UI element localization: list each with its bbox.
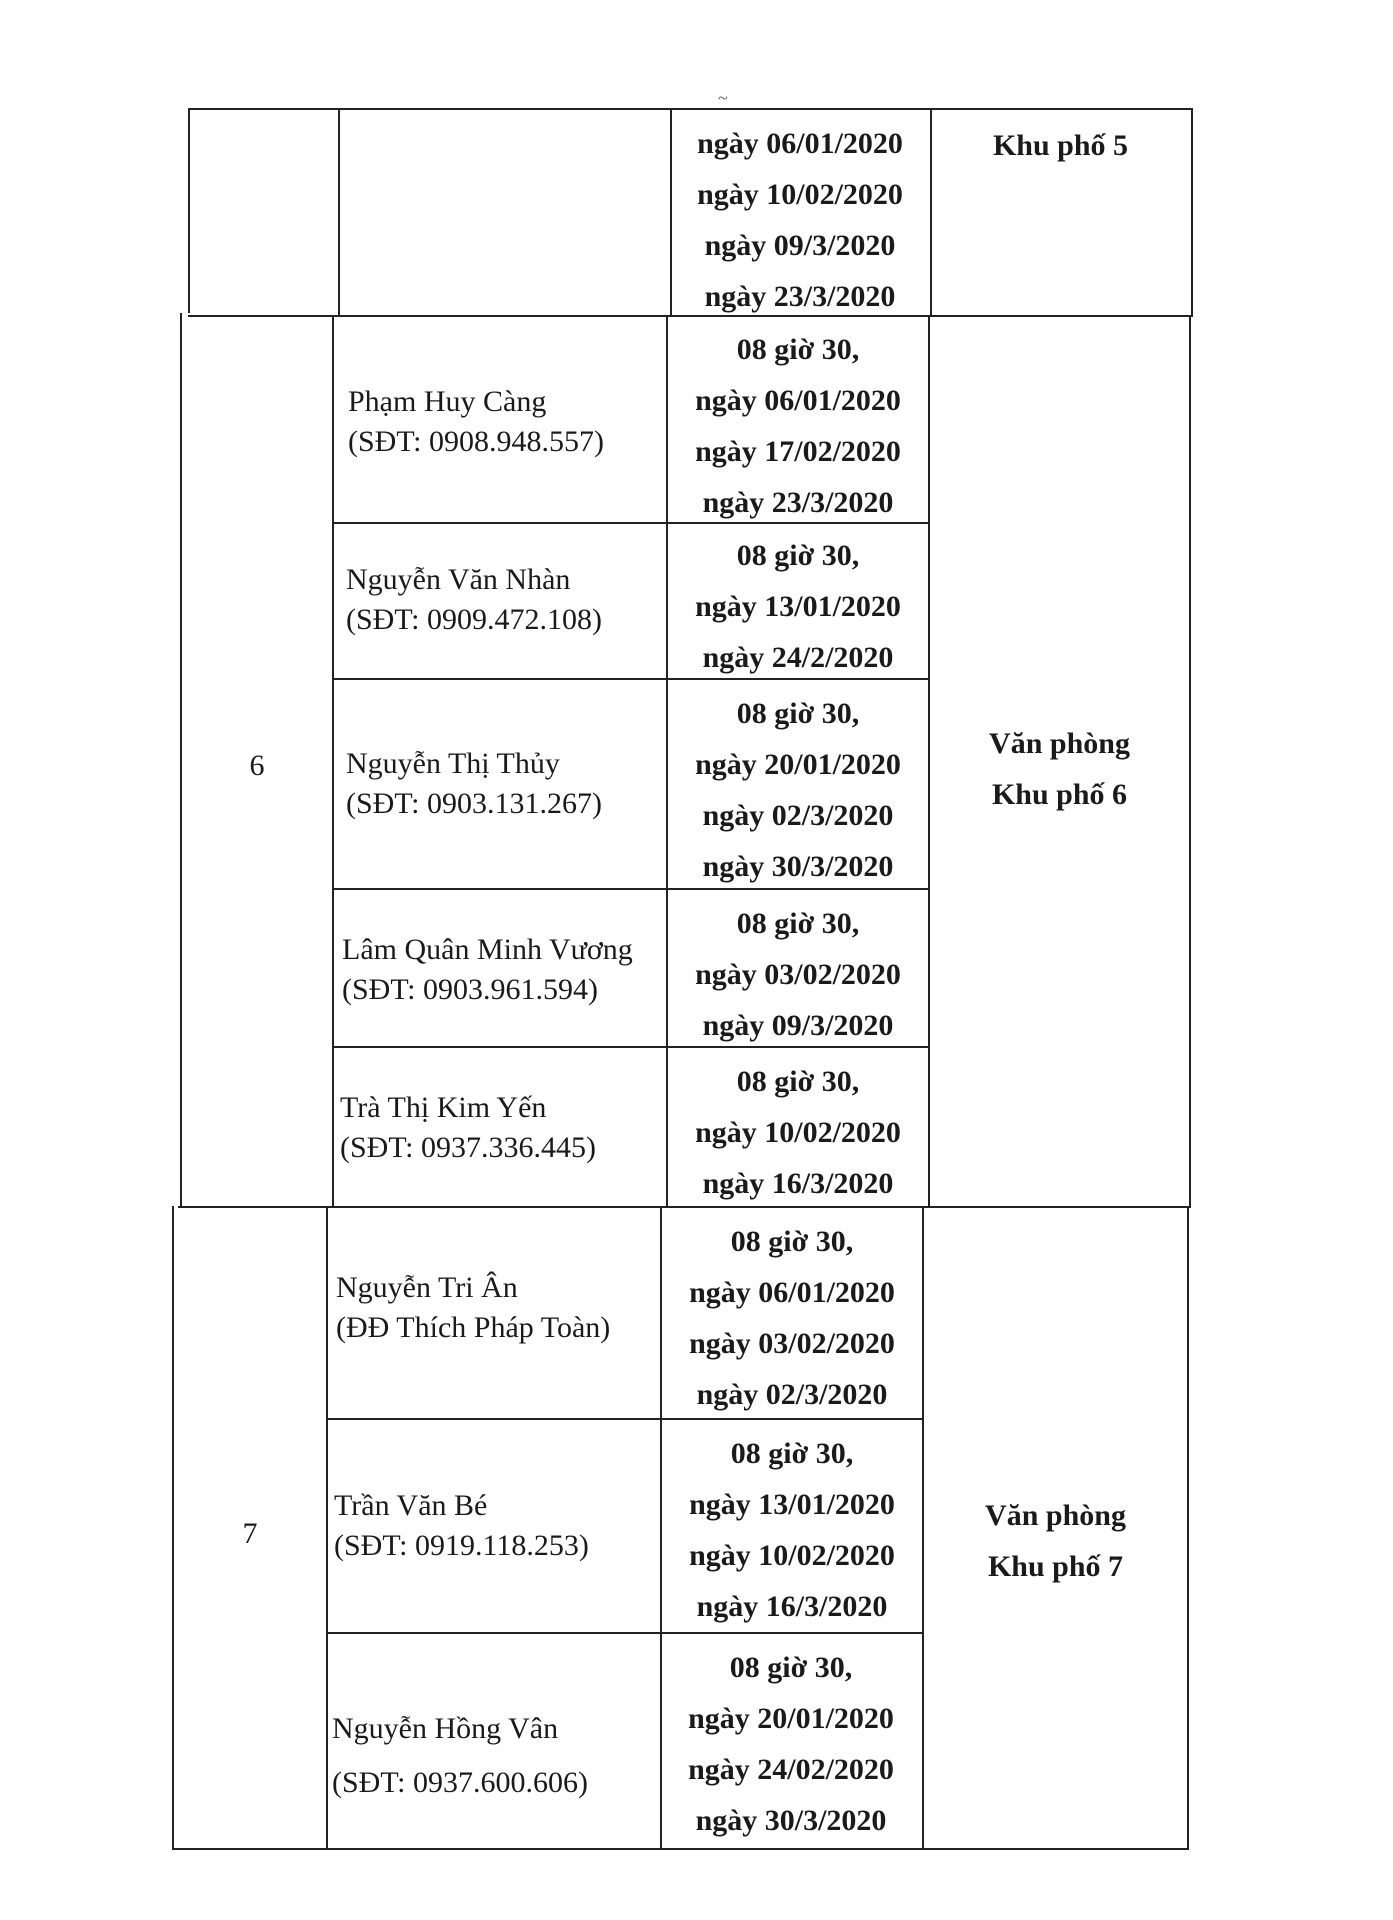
date-line: ngày 06/01/2020 bbox=[695, 384, 901, 417]
date-line: 08 giờ 30, bbox=[730, 1225, 854, 1258]
date-line: ngày 16/3/2020 bbox=[696, 1590, 888, 1623]
person-name: Nguyễn Tri Ân bbox=[336, 1271, 518, 1304]
date-line: ngày 10/02/2020 bbox=[689, 1539, 895, 1572]
table-line-col-1b bbox=[332, 315, 334, 1206]
person-phone: (ĐĐ Thích Pháp Toàn) bbox=[336, 1311, 611, 1344]
table-line-left bbox=[188, 108, 190, 313]
date-line: ngày 10/02/2020 bbox=[695, 1116, 901, 1149]
person-phone: (SĐT: 0903.131.267) bbox=[346, 787, 602, 820]
person-name: Trần Văn Bé bbox=[334, 1489, 488, 1522]
place-line: Khu phố 7 bbox=[987, 1550, 1124, 1583]
table-line-right-b bbox=[1189, 315, 1191, 1206]
dates-cell bbox=[668, 688, 928, 892]
person-phone: (SĐT: 0937.600.606) bbox=[332, 1766, 588, 1799]
place-line: Văn phòng bbox=[989, 727, 1130, 760]
dates-cell bbox=[662, 1216, 922, 1420]
dates-cell bbox=[662, 1428, 922, 1632]
person-cell bbox=[340, 1088, 596, 1168]
date-line: 08 giờ 30, bbox=[729, 1651, 853, 1684]
date-line: ngày 30/3/2020 bbox=[695, 1804, 887, 1837]
person-phone: (SĐT: 0908.948.557) bbox=[348, 425, 604, 458]
person-phone: (SĐT: 0937.336.445) bbox=[340, 1131, 596, 1164]
table-line-row-7-2 bbox=[326, 1632, 924, 1634]
person-phone: (SĐT: 0903.961.594) bbox=[342, 973, 598, 1006]
date-line: ngày 30/3/2020 bbox=[702, 850, 894, 883]
place-line: Khu phố 6 bbox=[991, 778, 1128, 811]
place-cell bbox=[932, 120, 1189, 171]
person-cell bbox=[332, 1702, 588, 1810]
date-line: ngày 17/02/2020 bbox=[695, 435, 901, 468]
person-name: Nguyễn Văn Nhàn bbox=[346, 563, 571, 596]
date-line: ngày 10/02/2020 bbox=[697, 178, 903, 211]
date-line: ngày 16/3/2020 bbox=[702, 1167, 894, 1200]
dates-cell bbox=[668, 1056, 928, 1209]
date-line: ngày 09/3/2020 bbox=[702, 1009, 894, 1042]
dates-cell bbox=[660, 1642, 922, 1846]
date-line: 08 giờ 30, bbox=[736, 333, 860, 366]
date-line: ngày 20/01/2020 bbox=[688, 1702, 894, 1735]
dates-cell bbox=[668, 898, 928, 1051]
dates-cell bbox=[672, 118, 928, 322]
table-line-bottom bbox=[172, 1848, 1189, 1850]
date-line: ngày 24/02/2020 bbox=[688, 1753, 894, 1786]
date-line: ngày 13/01/2020 bbox=[695, 590, 901, 623]
person-phone: (SĐT: 0919.118.253) bbox=[334, 1529, 589, 1562]
person-name: Trà Thị Kim Yến bbox=[340, 1091, 547, 1124]
person-cell bbox=[346, 560, 602, 640]
dates-cell bbox=[668, 530, 928, 683]
place-line: Khu phố 5 bbox=[992, 129, 1129, 162]
date-line: ngày 03/02/2020 bbox=[689, 1327, 895, 1360]
place-line: Văn phòng bbox=[985, 1499, 1126, 1532]
date-line: ngày 09/3/2020 bbox=[704, 229, 896, 262]
date-line: ngày 02/3/2020 bbox=[702, 799, 894, 832]
person-cell bbox=[334, 1486, 589, 1566]
table-line-col-1 bbox=[338, 108, 340, 315]
date-line: ngày 02/3/2020 bbox=[696, 1378, 888, 1411]
date-line: ngày 20/01/2020 bbox=[695, 748, 901, 781]
person-phone: (SĐT: 0909.472.108) bbox=[346, 603, 602, 636]
date-line: 08 giờ 30, bbox=[730, 1437, 854, 1470]
person-cell bbox=[342, 930, 633, 1010]
top-scan-mark: ~ bbox=[718, 88, 728, 108]
row-number: 6 bbox=[249, 749, 265, 782]
place-cell bbox=[924, 1490, 1187, 1592]
person-name: Lâm Quân Minh Vương bbox=[342, 933, 633, 966]
person-cell bbox=[348, 382, 604, 462]
place-cell bbox=[930, 718, 1189, 820]
table-line-right bbox=[1191, 108, 1193, 315]
person-name: Phạm Huy Càng bbox=[348, 385, 547, 418]
date-line: ngày 23/3/2020 bbox=[702, 486, 894, 519]
date-line: 08 giờ 30, bbox=[736, 539, 860, 572]
person-cell bbox=[336, 1268, 610, 1348]
date-line: ngày 03/02/2020 bbox=[695, 958, 901, 991]
person-name: Nguyễn Thị Thủy bbox=[346, 747, 560, 780]
date-line: ngày 23/3/2020 bbox=[704, 280, 896, 313]
date-line: ngày 24/2/2020 bbox=[702, 641, 894, 674]
date-line: ngày 06/01/2020 bbox=[689, 1276, 895, 1309]
dates-cell bbox=[668, 324, 928, 528]
date-line: 08 giờ 30, bbox=[736, 907, 860, 940]
date-line: ngày 13/01/2020 bbox=[689, 1488, 895, 1521]
row-number: 7 bbox=[242, 1517, 258, 1550]
table-line-col-1c bbox=[326, 1206, 328, 1848]
date-line: 08 giờ 30, bbox=[736, 1065, 860, 1098]
date-line: 08 giờ 30, bbox=[736, 697, 860, 730]
date-line: ngày 06/01/2020 bbox=[697, 127, 903, 160]
person-cell bbox=[346, 744, 602, 824]
person-name: Nguyễn Hồng Vân bbox=[332, 1712, 559, 1745]
table-line-right-c bbox=[1187, 1206, 1189, 1848]
